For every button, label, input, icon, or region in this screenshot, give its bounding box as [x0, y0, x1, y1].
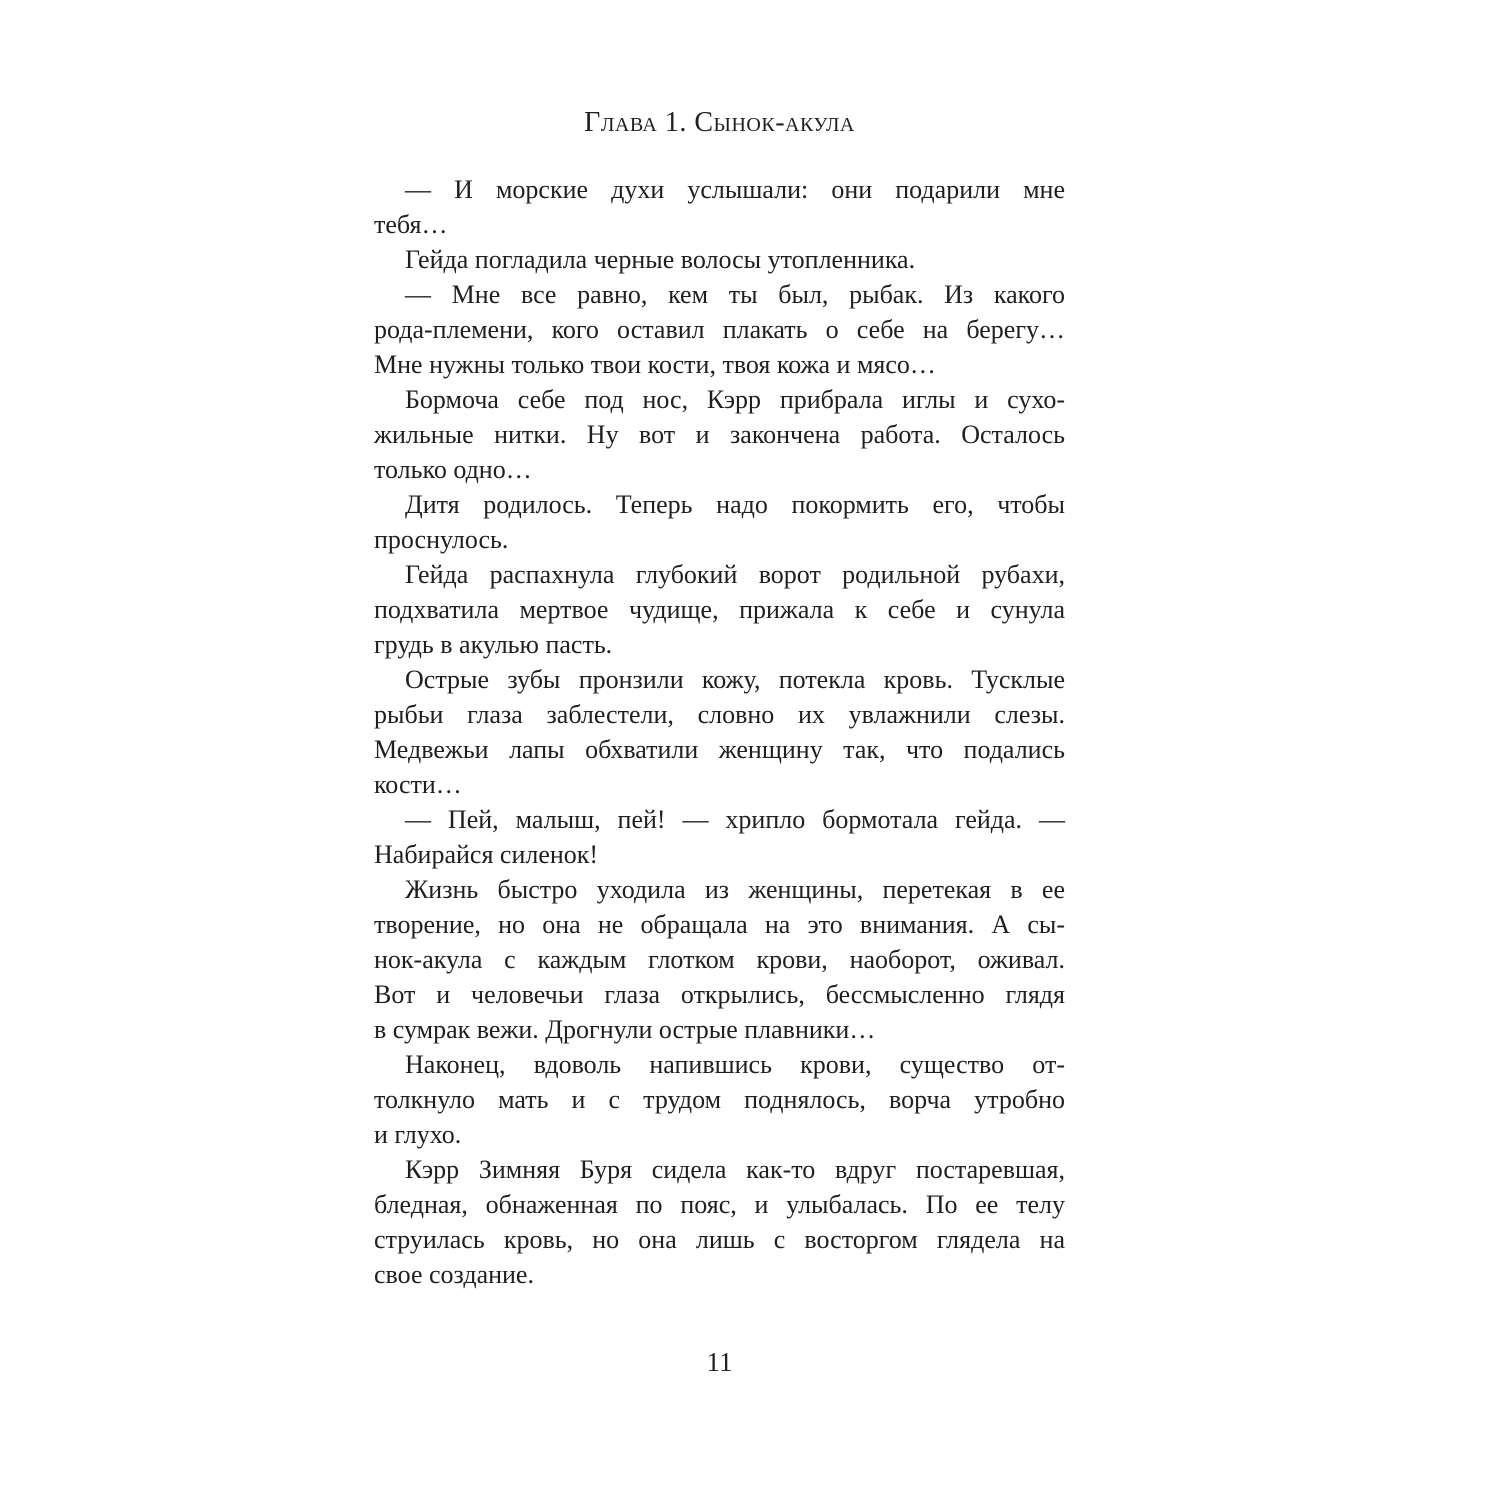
paragraph [374, 1152, 1065, 1292]
text-line: бледная, обнаженная по пояс, и улыбалась. По ее телу [374, 1190, 1065, 1219]
text-line: Гейда погладила черные волосы утопленника. [405, 245, 916, 274]
paragraph [374, 1047, 1065, 1152]
text-line: рыбьи глаза заблестели, словно их увлажнили слезы. [374, 700, 1065, 729]
text-line: свое создание. [374, 1260, 534, 1289]
text-line: — Пей, малыш, пей! — хрипло бормотала гейда. — [405, 805, 1065, 834]
text-line: творение, но она не обращала на это внимания. А сы- [374, 910, 1065, 939]
text-line: только одно… [374, 455, 532, 484]
text-line: — И морские духи услышали: они подарили мне [405, 175, 1065, 204]
text-line: Набирайся силенок! [374, 840, 599, 869]
paragraph [374, 487, 1065, 557]
paragraph [374, 172, 1065, 242]
text-line: Дитя родилось. Теперь надо покормить его, чтобы [405, 490, 1065, 519]
text-line: и глухо. [374, 1120, 462, 1149]
text-line: нок-акула с каждым глотком крови, наоборот, оживал. [374, 945, 1065, 974]
paragraph [374, 277, 1065, 382]
text-line: в сумрак вежи. Дрогнули острые плавники… [374, 1015, 876, 1044]
paragraph [374, 872, 1065, 1047]
page-number: 11 [706, 1347, 733, 1377]
text-line: толкнуло мать и с трудом поднялось, ворча утробно [374, 1085, 1065, 1114]
text-line: тебя… [374, 210, 448, 239]
text-line: Жизнь быстро уходила из женщины, перетекая в ее [405, 875, 1065, 904]
paragraph [374, 557, 1065, 662]
paragraph [374, 802, 1065, 872]
text-line: Гейда распахнула глубокий ворот родильной рубахи, [405, 560, 1065, 589]
body-text [374, 172, 1065, 1292]
text-line: грудь в акулью пасть. [374, 630, 613, 659]
text-line: Острые зубы пронзили кожу, потекла кровь. Тусклые [405, 665, 1065, 694]
paragraph [374, 242, 1065, 277]
chapter-heading: Глава 1. Сынок-акула [584, 107, 855, 138]
text-line: подхватила мертвое чудище, прижала к себе и сунула [374, 595, 1065, 624]
text-line: Медвежьи лапы обхватили женщину так, что подались [374, 735, 1065, 764]
text-line: кости… [374, 770, 462, 799]
text-line: рода-племени, кого оставил плакать о себе на берегу… [374, 315, 1065, 344]
text-line: Мне нужны только твои кости, твоя кожа и мясо… [374, 350, 936, 379]
text-line: Вот и человечьи глаза открылись, бессмысленно глядя [374, 980, 1065, 1009]
paragraph [374, 662, 1065, 802]
text-line: проснулось. [374, 525, 509, 554]
text-line: Бормоча себе под нос, Кэрр прибрала иглы и сухо- [405, 385, 1065, 414]
paragraph [374, 382, 1065, 487]
text-line: струилась кровь, но она лишь с восторгом глядела на [374, 1225, 1065, 1254]
text-line: Наконец, вдоволь напившись крови, существо от- [405, 1050, 1065, 1079]
text-line: жильные нитки. Ну вот и закончена работа. Осталось [374, 420, 1065, 449]
text-line: Кэрр Зимняя Буря сидела как-то вдруг постаревшая, [405, 1155, 1065, 1184]
text-line: — Мне все равно, кем ты был, рыбак. Из какого [405, 280, 1065, 309]
